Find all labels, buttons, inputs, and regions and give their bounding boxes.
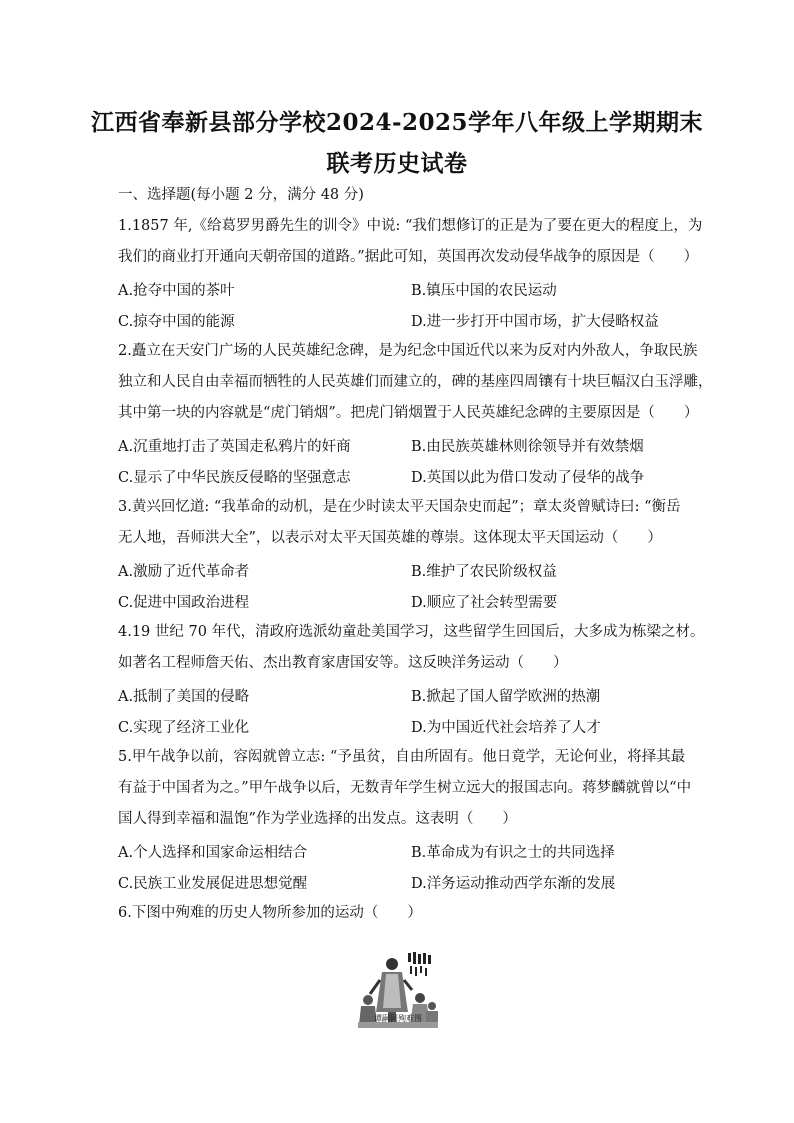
question-1-options-row-1 <box>118 279 688 299</box>
exam-title-line1: 江西省奉新县部分学校2024-2025学年八年级上学期期末 <box>90 109 704 136</box>
question-1-options-row-2 <box>118 310 688 330</box>
question-4-option-b[interactable]: B.掀起了国人留学欧洲的热潮 <box>411 689 601 705</box>
section-heading: 一、选择题(每小题 2 分，满分 48 分) <box>118 187 364 203</box>
question-3-option-d[interactable]: D.顺应了社会转型需要 <box>411 595 558 611</box>
question-1-line-2: 我们的商业打开通向天朝帝国的道路。”据此可知，英国再次发动侵华战争的原因是（ ） <box>118 249 699 265</box>
question-2-line-3: 其中第一块的内容就是“虎门销烟”。把虎门销烟置于人民英雄纪念碑的主要原因是（ ） <box>118 405 699 421</box>
question-4-option-a[interactable]: A.抵制了美国的侵略 <box>118 689 250 705</box>
question-3-option-b[interactable]: B.维护了农民阶级权益 <box>411 564 557 580</box>
question-2-options-row-1 <box>118 435 688 455</box>
question-5-options-row-2 <box>118 872 688 892</box>
exam-title-line2: 联考历史试卷 <box>326 150 468 177</box>
question-5-options-row-1 <box>118 841 688 861</box>
question-4-line-2: 如著名工程师詹天佑、杰出教育家唐国安等。这反映洋务运动（ ） <box>118 655 568 671</box>
figure-caption: 谭嗣同殉难图 <box>374 1014 422 1023</box>
question-4-option-c[interactable]: C.实现了经济工业化 <box>118 720 250 736</box>
question-1-option-d[interactable]: D.进一步打开中国市场，扩大侵略权益 <box>411 314 659 330</box>
question-5-line-2: 有益于中国者为之。”甲午战争以后，无数青年学生树立远大的报国志向。蒋梦麟就曾以“中 <box>118 780 692 796</box>
question-2-line-1: 2.矗立在天安门广场的人民英雄纪念碑，是为纪念中国近代以来为反对内外敌人，争取民族 <box>118 343 698 359</box>
question-5-option-b[interactable]: B.革命成为有识之士的共同选择 <box>411 845 615 861</box>
question-5-line-1: 5.甲午战争以前，容闳就曾立志: “予虽贫，自由所固有。他日竟学，无论何业，将择其最 <box>118 749 686 765</box>
question-2-option-d[interactable]: D.英国以此为借口发动了侵华的战争 <box>411 470 645 486</box>
question-3-option-a[interactable]: A.激励了近代革命者 <box>118 564 250 580</box>
question-1-option-a[interactable]: A.抢夺中国的茶叶 <box>118 283 235 299</box>
question-2-option-a[interactable]: A.沉重地打击了英国走私鸦片的奸商 <box>118 439 351 455</box>
question-4-options-row-2 <box>118 716 688 736</box>
question-2-line-2: 独立和人民自由幸福而牺牲的人民英雄们而建立的，碑的基座四周镶有十块巨幅汉白玉浮雕， <box>118 374 713 390</box>
question-1-line-1: 1.1857 年,《给葛罗男爵先生的训令》中说: “我们想修订的正是为了要在更大的程度上，为 <box>118 218 703 234</box>
question-2-option-c[interactable]: C.显示了中华民族反侵略的坚强意志 <box>118 470 351 486</box>
question-3-options-row-2 <box>118 591 688 611</box>
question-2-option-b[interactable]: B.由民族英雄林则徐领导并有效禁烟 <box>411 439 644 455</box>
question-4-option-d[interactable]: D.为中国近代社会培养了人才 <box>411 720 601 736</box>
question-4-line-1: 4.19 世纪 70 年代，清政府选派幼童赴美国学习，这些留学生回国后，大多成为栋梁之材。 <box>118 624 705 640</box>
question-2-options-row-2 <box>118 466 688 486</box>
question-5-option-c[interactable]: C.民族工业发展促进思想觉醒 <box>118 876 308 892</box>
question-4-options-row-1 <box>118 685 688 705</box>
question-3-line-2: 无人地，吾师洪大全”，以表示对太平天国英雄的尊崇。这体现太平天国运动（ ） <box>118 530 662 546</box>
question-3-line-1: 3.黄兴回忆道: “我革命的动机，是在少时读太平天国杂史而起”；章太炎曾赋诗曰: “衡岳 <box>118 499 681 515</box>
question-5-option-d[interactable]: D.洋务运动推动西学东渐的发展 <box>411 876 616 892</box>
question-3-option-c[interactable]: C.促进中国政治进程 <box>118 595 250 611</box>
question-3-options-row-1 <box>118 560 688 580</box>
question-5-option-a[interactable]: A.个人选择和国家命运相结合 <box>118 845 308 861</box>
question-5-line-3: 国人得到幸福和温饱”作为学业选择的出发点。这表明（ ） <box>118 811 517 827</box>
question-1-option-b[interactable]: B.镇压中国的农民运动 <box>411 283 557 299</box>
question-6-line-1: 6.下图中殉难的历史人物所参加的运动（ ） <box>118 905 422 921</box>
question-1-option-c[interactable]: C.掠夺中国的能源 <box>118 314 235 330</box>
